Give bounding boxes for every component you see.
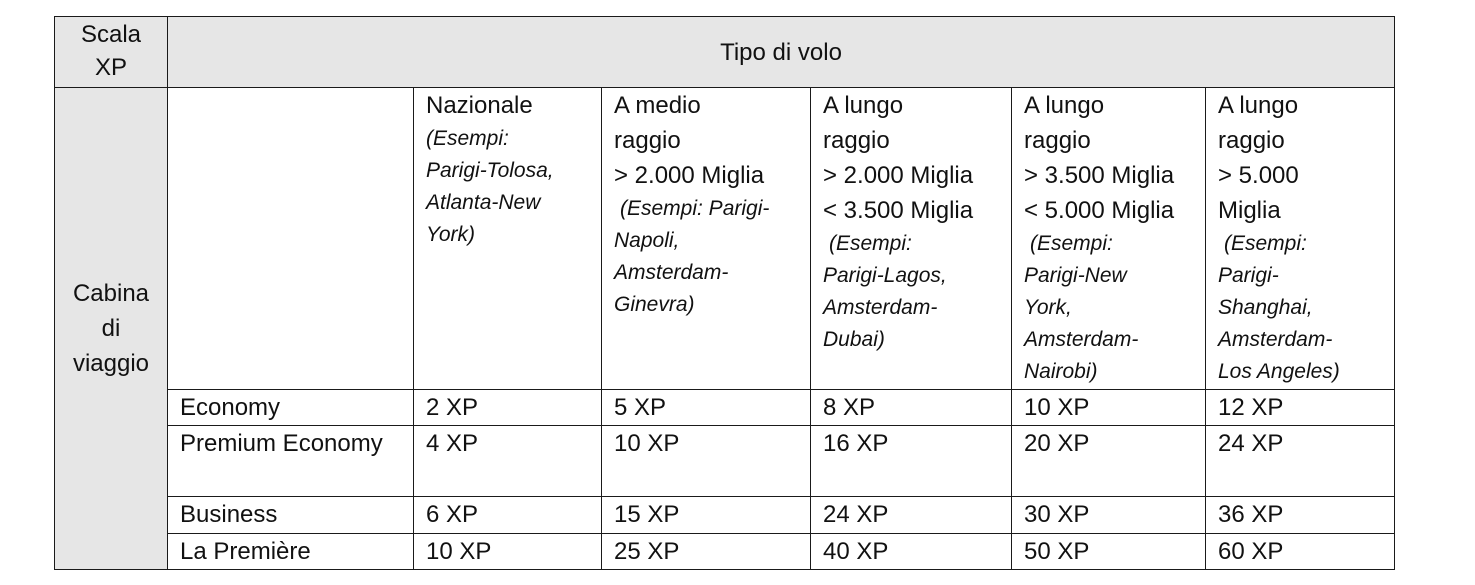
xp-value: 24 XP	[1206, 426, 1395, 497]
column-example-line: Shanghai,	[1218, 296, 1313, 319]
column-header-line: A lungo	[1024, 92, 1105, 119]
xp-value: 40 XP	[811, 534, 1012, 570]
xp-value: 15 XP	[602, 497, 811, 534]
column-example-line: Amsterdam-	[1218, 328, 1333, 351]
xp-value: 6 XP	[414, 497, 602, 534]
column-header-line: > 3.500 Miglia	[1024, 162, 1175, 189]
column-example-line: Parigi-Tolosa,	[426, 159, 554, 182]
xp-value: 24 XP	[811, 497, 1012, 534]
column-example-line: (Esempi: Parigi-	[620, 197, 770, 220]
column-example-line: (Esempi:	[1224, 232, 1307, 255]
column-header-lungo-raggio-3500	[1012, 88, 1206, 390]
cabin-name: Economy	[168, 390, 414, 426]
column-example-line: York,	[1024, 296, 1072, 319]
column-header-line: > 5.000	[1218, 162, 1299, 189]
xp-value: 12 XP	[1206, 390, 1395, 426]
column-example-line: Amsterdam-	[614, 261, 729, 284]
cabina-line-2: di	[101, 315, 121, 342]
column-header-line: raggio	[1024, 127, 1091, 154]
column-header-medio-raggio	[602, 88, 811, 390]
xp-value: 10 XP	[1012, 390, 1206, 426]
cabina-line-1: Cabina	[72, 280, 150, 307]
cabina-line-3: viaggio	[72, 350, 150, 377]
table-row	[55, 390, 1395, 426]
xp-scale-table	[54, 16, 1395, 570]
column-header-line: Nazionale	[426, 92, 533, 119]
column-header-nazionale	[414, 88, 602, 390]
column-header-line: > 2.000 Miglia	[614, 162, 765, 189]
column-header-line: raggio	[1218, 127, 1285, 154]
corner-line-1: Scala	[80, 21, 142, 48]
cabin-name: Premium Economy	[168, 426, 414, 497]
xp-value: 2 XP	[414, 390, 602, 426]
column-header-line: raggio	[614, 127, 681, 154]
cabin-name: La Première	[168, 534, 414, 570]
xp-value: 30 XP	[1012, 497, 1206, 534]
table-row	[55, 497, 1395, 534]
column-header-line: < 5.000 Miglia	[1024, 197, 1175, 224]
column-example-line: Dubai)	[823, 328, 885, 351]
column-example-line: (Esempi:	[1030, 232, 1113, 255]
column-header-line: A lungo	[1218, 92, 1299, 119]
column-header-line: > 2.000 Miglia	[823, 162, 974, 189]
column-example-line: Nairobi)	[1024, 360, 1098, 383]
table-row	[55, 534, 1395, 570]
column-header-line: Miglia	[1218, 197, 1281, 224]
column-header-line: A medio	[614, 92, 701, 119]
column-example-line: Ginevra)	[614, 293, 695, 316]
xp-value: 4 XP	[414, 426, 602, 497]
cabin-name: Business	[168, 497, 414, 534]
column-header-line: A lungo	[823, 92, 904, 119]
table-row	[55, 426, 1395, 497]
corner-line-2: XP	[94, 54, 127, 81]
column-example-line: Parigi-New	[1024, 264, 1127, 287]
xp-value: 10 XP	[414, 534, 602, 570]
xp-value: 16 XP	[811, 426, 1012, 497]
xp-value: 8 XP	[811, 390, 1012, 426]
column-header-line: < 3.500 Miglia	[823, 197, 974, 224]
column-header-line: raggio	[823, 127, 890, 154]
xp-value: 25 XP	[602, 534, 811, 570]
xp-value: 20 XP	[1012, 426, 1206, 497]
column-example-line: Amsterdam-	[823, 296, 938, 319]
xp-value: 50 XP	[1012, 534, 1206, 570]
scala-xp-header	[55, 17, 168, 88]
column-example-line: (Esempi:	[829, 232, 912, 255]
tipo-di-volo-header: Tipo di volo	[168, 17, 1395, 88]
xp-value: 36 XP	[1206, 497, 1395, 534]
column-example-line: Napoli,	[614, 229, 680, 252]
column-example-line: (Esempi:	[426, 127, 509, 150]
column-header-lungo-raggio-2000	[811, 88, 1012, 390]
column-example-line: York)	[426, 223, 476, 246]
xp-value: 60 XP	[1206, 534, 1395, 570]
empty-header-cell	[168, 88, 414, 390]
xp-value: 5 XP	[602, 390, 811, 426]
column-example-line: Los Angeles)	[1218, 360, 1340, 383]
column-example-line: Atlanta-New	[426, 191, 541, 214]
column-example-line: Parigi-	[1218, 264, 1279, 287]
column-example-line: Parigi-Lagos,	[823, 264, 947, 287]
cabina-di-viaggio-label	[55, 88, 168, 570]
xp-value: 10 XP	[602, 426, 811, 497]
column-example-line: Amsterdam-	[1024, 328, 1139, 351]
column-header-lungo-raggio-5000	[1206, 88, 1395, 390]
